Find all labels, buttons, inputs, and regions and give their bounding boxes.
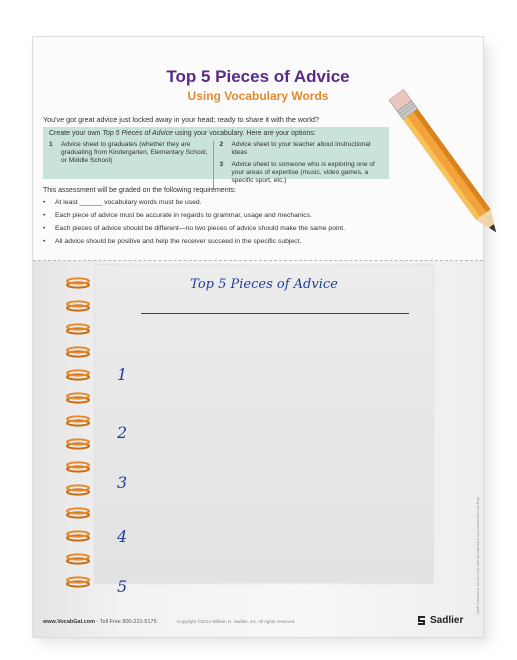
requirement-text: At least ______ vocabulary words must be used.	[55, 199, 202, 206]
options-header-pre: Create your own	[49, 130, 103, 137]
advice-number-4: 4	[117, 527, 128, 546]
options-column-left	[49, 141, 213, 189]
notebook-title-line	[141, 313, 409, 314]
bullet: •	[43, 225, 46, 232]
option-text: Advice sheet to graduates (whether they are graduating from Kindergarten, Elementary School, or Middle School)	[61, 141, 208, 164]
bullet: •	[43, 212, 46, 219]
requirement-text: All advice should be positive and help the receiver succeed in the specific subject.	[55, 238, 302, 245]
advice-number-5: 5	[117, 577, 128, 596]
advice-number-1: 1	[117, 365, 128, 384]
footer-site: www.VocabGal.com	[43, 619, 95, 625]
requirement-item	[43, 212, 403, 219]
sadlier-logo	[417, 614, 463, 627]
advice-number-3: 3	[117, 473, 128, 492]
footer-toll-free: Toll Free 800-221-5175	[99, 619, 157, 625]
spiral-binding-icon	[65, 484, 91, 496]
spiral-binding-icon	[65, 553, 91, 565]
options-header	[49, 130, 383, 137]
options-header-post: using your vocabulary. Here are your options:	[173, 130, 316, 137]
spiral-binding-icon	[65, 346, 91, 358]
spiral-binding-icon	[65, 415, 91, 427]
spiral-binding-icon	[65, 507, 91, 519]
footer-contact	[43, 619, 157, 625]
spiral-binding-icon	[65, 300, 91, 312]
option-number: 2	[219, 141, 224, 148]
bullet: •	[43, 199, 46, 206]
option-item	[220, 161, 384, 185]
option-item	[49, 141, 213, 165]
pencil-icon	[388, 86, 508, 246]
notebook-title: Top 5 Pieces of Advice	[190, 277, 338, 292]
option-text: Advice sheet to someone who is exploring one of your areas of expertise (music, video games, a specific sport, etc.)	[231, 161, 375, 184]
option-text: Advice sheet to your teacher about instructional ideas	[231, 141, 371, 156]
options-box	[43, 127, 389, 184]
sadlier-logo-icon	[417, 614, 427, 627]
reproduction-note: May be reproduced for educational use (but not for monetary gain)	[476, 497, 481, 615]
grading-intro: This assessment will be graded on the following requirements:	[43, 187, 236, 194]
bullet: •	[43, 238, 46, 245]
spiral-binding-icon	[65, 438, 91, 450]
spiral-binding-icon	[65, 392, 91, 404]
options-header-italic: Top 5 Pieces of Advice	[102, 130, 174, 137]
sadlier-brand: Sadlier	[430, 615, 464, 626]
requirement-item	[43, 238, 403, 245]
requirement-text: Each pieces of advice should be different—no two pieces of advice should make the same point.	[55, 225, 346, 232]
spiral-binding-icon	[65, 369, 91, 381]
options-column-right	[213, 141, 384, 189]
worksheet-title: Top 5 Pieces of Advice	[166, 67, 350, 86]
spiral-binding-icon	[65, 530, 91, 542]
spiral-binding-icon	[65, 277, 91, 289]
spiral-binding-icon	[65, 323, 91, 335]
requirement-text: Each piece of advice must be accurate in regards to grammar, usage and mechanics.	[55, 212, 312, 219]
requirements-list	[43, 199, 403, 251]
spiral-binding-icon	[65, 461, 91, 473]
spiral-binding-icon	[65, 576, 91, 588]
advice-number-2: 2	[117, 423, 128, 442]
requirement-item	[43, 199, 403, 206]
requirement-item	[43, 225, 403, 232]
option-number: 3	[219, 161, 224, 168]
intro-text: You've got great advice just locked away in your head; ready to share it with the world?	[43, 115, 319, 124]
footer-copyright: Copyright ©2014 William H. Sadlier, Inc. All rights reserved.	[177, 619, 296, 624]
footer-dash: -	[94, 619, 100, 625]
option-item	[220, 141, 384, 157]
notebook-panel	[95, 265, 433, 596]
option-number: 1	[49, 141, 53, 148]
cut-line-divider	[33, 260, 483, 261]
worksheet-subtitle: Using Vocabulary Words	[187, 89, 329, 103]
